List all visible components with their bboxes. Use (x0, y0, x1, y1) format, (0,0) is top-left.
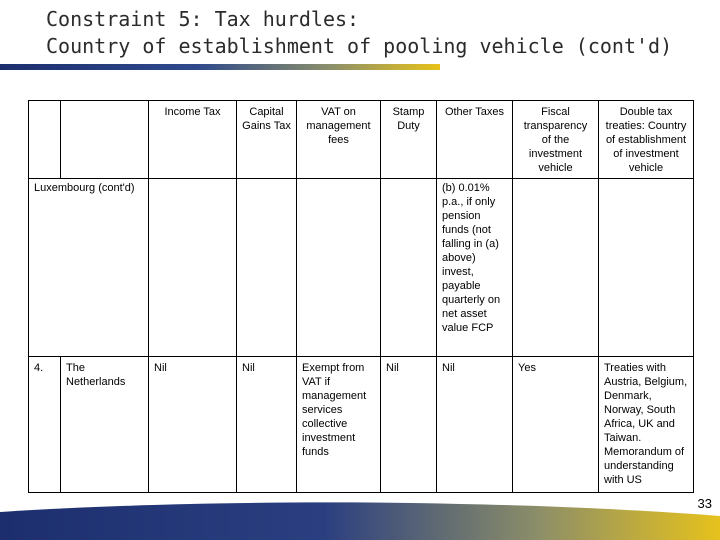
fiscal-transparency-cell: Yes (513, 357, 599, 493)
table-row (29, 357, 694, 493)
row-number-cell: 4. (29, 357, 61, 493)
header-stamp-duty: Stamp Duty (381, 101, 437, 179)
header-country-cell (61, 101, 149, 179)
other-taxes-cell: (b) 0.01% p.a., if only pension funds (not falling in (a) above) invest, payable quarterly on net asset value FCP (437, 179, 513, 357)
capital-gains-tax-cell (237, 179, 297, 357)
header-capital-gains-tax: Capital Gains Tax (237, 101, 297, 179)
header-fiscal-transparency: Fiscal transparency of the investment vehicle (513, 101, 599, 179)
header-number-cell (29, 101, 61, 179)
country-cell: Luxembourg (cont'd) (29, 179, 149, 357)
table-row (29, 179, 694, 357)
page-number: 33 (697, 496, 712, 511)
table-header-row (29, 101, 694, 179)
header-double-tax-treaties: Double tax treaties: Country of establishment of investment vehicle (599, 101, 694, 179)
header-income-tax: Income Tax (149, 101, 237, 179)
header-vat-management-fees: VAT on management fees (297, 101, 381, 179)
vat-cell (297, 179, 381, 357)
tax-hurdles-table (28, 100, 694, 493)
title-underline-bar (0, 64, 440, 70)
double-tax-treaties-cell: Treaties with Austria, Belgium, Denmark, Norway, South Africa, UK and Taiwan. Memorandum of understanding with US (599, 357, 694, 493)
slide-title-line-1: Constraint 5: Tax hurdles: (46, 7, 360, 31)
footer-swoosh (0, 494, 720, 540)
income-tax-cell: Nil (149, 357, 237, 493)
vat-cell: Exempt from VAT if management services collective investment funds (297, 357, 381, 493)
fiscal-transparency-cell (513, 179, 599, 357)
slide-title-line-2: Country of establishment of pooling vehicle (cont'd) (46, 34, 673, 58)
slide-title (46, 6, 706, 60)
income-tax-cell (149, 179, 237, 357)
stamp-duty-cell (381, 179, 437, 357)
capital-gains-tax-cell: Nil (237, 357, 297, 493)
stamp-duty-cell: Nil (381, 357, 437, 493)
double-tax-treaties-cell (599, 179, 694, 357)
country-cell: The Netherlands (61, 357, 149, 493)
header-other-taxes: Other Taxes (437, 101, 513, 179)
other-taxes-cell: Nil (437, 357, 513, 493)
